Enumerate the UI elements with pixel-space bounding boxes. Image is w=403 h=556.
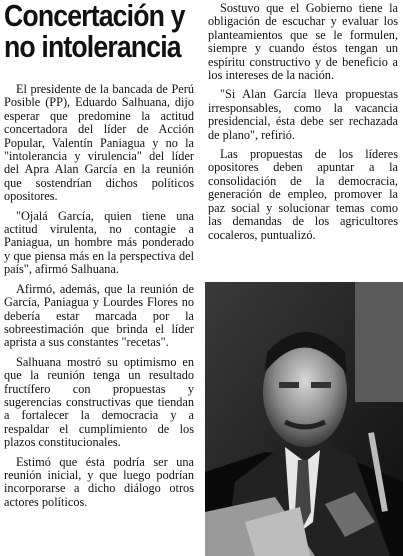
photo-portrait	[205, 282, 403, 556]
paragraph: Salhuana mostró su optimismo en que la reunión tenga un resultado fructífero con propuestas y sugerencias constructivas que tiendan a fortalecer la democracia y a respaldar el cumplimiento de los plazos constitucionales.	[4, 354, 194, 450]
paragraph: Afirmó, además, que la reunión de García, Paniagua y Lourdes Flores no debería estar marcada por la sobreestimación que brinda el líder aprista a sus constantes "recetas".	[4, 281, 194, 350]
paragraph: Estimó que ésta podría ser una reunión inicial, y que luego podrían incorporarse a dicho diálogo otros actores políticos.	[4, 454, 194, 509]
headline-line-2: no intolerancia	[4, 29, 181, 64]
paragraph: "Ojalá García, quien tiene una actitud virulenta, no contagie a Paniagua, un hombre más ponderado y que piensa más en la perspectiva del país", afirmó Salhuana.	[4, 208, 194, 277]
headline	[4, 0, 185, 64]
right-column	[208, 2, 398, 248]
paragraph: "Si Alan García lleva propuestas irresponsables, como la vacancia presidencial, ésta debe ser rechazada de plano", refirió.	[208, 87, 398, 142]
paragraph: Sostuvo que el Gobierno tiene la obligación de escuchar y evaluar los planteamientos que se le formulen, siempre y cuando éstos tengan un espíritu constructivo y de beneficio a los intereses de la nación.	[208, 1, 398, 83]
left-column	[4, 83, 194, 515]
paragraph: El presidente de la bancada de Perú Posible (PP), Eduardo Salhuana, dijo esperar que predomine la actitud concertadora del líder de Acción Popular, Valentín Paniagua y no la "intolerancia y virulencia" del líder del Apra Alan García en la reunión que sostendrían dichos políticos opositores.	[4, 82, 194, 204]
paragraph: Las propuestas de los líderes opositores deben apuntar a la consolidación de la democracia, generación de empleo, promover la paz social y solucionar temas como las demandas de los agricultores cocaleros, puntualizó.	[208, 147, 398, 242]
headline-line-1: Concertación y	[4, 0, 185, 33]
news-photo	[205, 282, 403, 556]
